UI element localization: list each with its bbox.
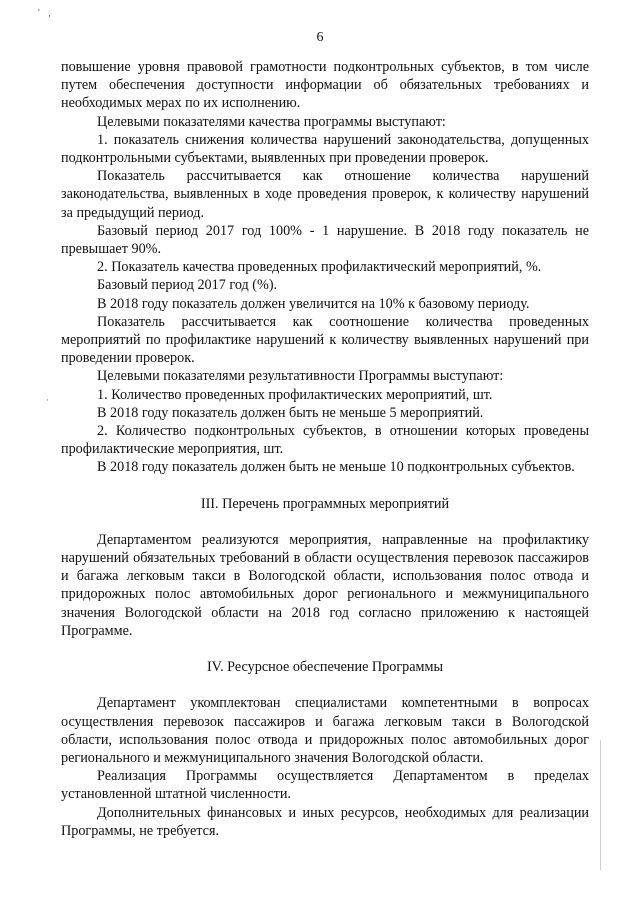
page-number: 6 (316, 30, 324, 45)
document-body (61, 58, 589, 840)
paragraph: Базовый период 2017 год (%). (97, 277, 278, 294)
scan-margin-mark: · (46, 395, 49, 405)
paragraph: Показатель рассчитывается как отношение количества нарушений законодательства, выявленных в ходе проведения проверок, к количеству нарушений за предыдущий период. (61, 168, 589, 221)
paragraph: Целевыми показателями результативности Программы выступают: (97, 368, 504, 385)
section-heading: III. Перечень программных мероприятий (200, 495, 450, 512)
paragraph: 1. показатель снижения количества нарушений законодательства, допущенных подконтрольными субъектами, выявленных при проведении проверок. (61, 131, 589, 167)
paragraph: Показатель рассчитывается как соотношение количества проведенных мероприятий по профилактике нарушений к количеству выявленных нарушений при проведении проверок. (61, 313, 589, 367)
section-heading: IV. Ресурсное обеспечение Программы (206, 659, 444, 676)
paragraph: 2. Количество подконтрольных субъектов, в отношении которых проведены профилактические мероприятия, шт. (61, 423, 589, 458)
paragraph: 2. Показатель качества проведенных профилактический мероприятий, %. (97, 259, 542, 276)
paragraph: В 2018 году показатель должен быть не меньше 5 мероприятий. (97, 404, 484, 421)
paragraph: В 2018 году показатель должен увеличится на 10% к базовому периоду. (97, 295, 530, 312)
paragraph: Базовый период 2017 год 100% - 1 нарушение. В 2018 году показатель не превышает 90%. (61, 222, 589, 258)
scan-edge-line (600, 740, 601, 870)
paragraph: Департамент укомплектован специалистами компетентными в вопросах осуществления перевозок пассажиров и багажа легковым такси в Вологодской области, использования полос отвода и придорожных полос автомобильных дорог регионального и межмуниципального значения Вологодской области. (61, 695, 589, 766)
paragraph: Целевыми показателями качества программы выступают: (97, 113, 446, 130)
scan-corner-mark: ' , (38, 8, 54, 19)
paragraph: 1. Количество проведенных профилактических мероприятий, шт. (97, 386, 493, 403)
paragraph: Реализация Программы осуществляется Департаментом в пределах установленной штатной численности. (61, 768, 589, 803)
paragraph: Дополнительных финансовых и иных ресурсов, необходимых для реализации Программы, не требуется. (61, 804, 589, 839)
paragraph: В 2018 году показатель должен быть не меньше 10 подконтрольных субъектов. (97, 459, 575, 476)
paragraph: повышение уровня правовой грамотности подконтрольных субъектов, в том числе путем обеспечения доступности информации об обязательных требованиях и необходимых мерах по их исполнению. (61, 59, 589, 112)
paragraph: Департаментом реализуются мероприятия, направленные на профилактику нарушений обязательных требований в области осуществления перевозок пассажиров и багажа легковым такси в Вологодской области, использования полос отвода и придорожных полос автомобильных дорог регионального и межмуниципального значения Вологодской области на 2018 год согласно приложению к настоящей Программе. (61, 531, 589, 639)
